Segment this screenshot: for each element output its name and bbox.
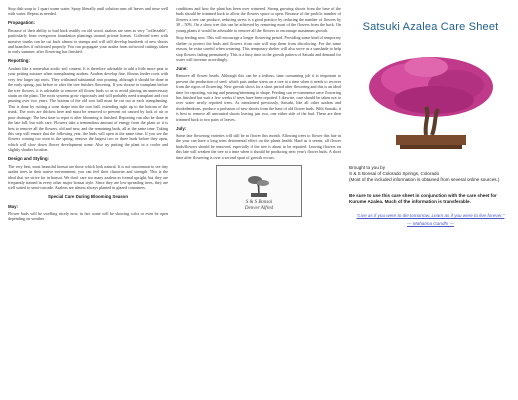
logo-name: S & S Bonsai bbox=[245, 199, 273, 205]
middle-column bbox=[176, 6, 341, 217]
credit-intro: Brought to you by bbox=[349, 164, 386, 170]
bonsai-tree-icon bbox=[244, 170, 274, 200]
quote-author: — Mahatma Gandhi — bbox=[407, 220, 454, 226]
logo-subtitle: Denver Alfred bbox=[244, 206, 274, 212]
paragraph: Flower buds will be swelling nicely now, in fact some will be showing color or even be open depending on weather bbox=[8, 211, 168, 222]
bonsai-logo bbox=[216, 165, 302, 217]
paragraph: Some late flowering varieties will still be in flower this month. Allowing trees to flower this late in the year can have a long term detrimental effect on the plants health. Hard as it seems, all flower buds/flowers should be removed, especially if the tree is about to be repotted. Leaving flowers on this late will weaken the tree at a time when it should be producing next year's flower buds. A short time after flowering is over a second spurt of growth occurs. bbox=[176, 133, 341, 160]
paragraph: The very best, most beautiful bonsai are those which look natural. It is not uncommon to see tiny azalea trees in their native environment, you can feel their character and strength. This is the ideal that we strive for in bonsai. We don't care too many azaleas as formal upright, but they are frequently trained in every other major bonsai style. Since they are low-spreading trees, they are well suited to semi-cascade. Azaleas are almost always planted in glazed containers. bbox=[8, 163, 168, 191]
right-column bbox=[349, 6, 512, 227]
section-heading: Propagation: bbox=[8, 20, 36, 26]
related-care-sheet-note: Be sure to use this care sheet in conjunction with the care sheet for Kurume Azalea. Much of the information is transferable. bbox=[349, 193, 497, 205]
paragraph: conditions and how the plant has been over wintered. Strong growing shoots from the base of the buds should be trimmed back to allow the flowers space to open. Because of the prolific number of flowers a tree can produce, reducing stress is a good practice by reducing the number of flowers by 30 – 50%. On a show tree this can be achieved by removing most of the flowers from the back. On young plants it would be advisable to remove all the flowers to encourage maximum growth. bbox=[176, 6, 341, 33]
credit-name: S & S Bonsai of Colorado Springs, Colorado bbox=[349, 170, 440, 176]
credit-note: (Most of the included information is obtained from several online sources.) bbox=[349, 177, 500, 182]
section-heading: Repotting: bbox=[8, 58, 30, 64]
quote-text: "Live as if you were to die tomorrow. Learn as if you were to live forever." bbox=[356, 213, 505, 219]
azalea-bonsai-photo bbox=[356, 45, 506, 157]
section-heading: Design and Styling: bbox=[8, 156, 49, 162]
section-heading: June: bbox=[176, 65, 188, 71]
paragraph: Stop dish soap to 1 quart warm water. Spray liberally until solution runs off leaves and rinse well with water. Repeat as needed. bbox=[8, 6, 168, 17]
page-title: Satsuki Azalea Care Sheet bbox=[362, 21, 499, 33]
left-column bbox=[8, 6, 168, 224]
paragraph: Remove all flower heads. Although this can be a tedious, time consuming job it is important to prevent the production of seed, which puts undue stress on a tree at a time when it needs to recover from the rigors of flowering. New growth slows for a short period after flowering and this is an ideal time for repotting, wiring and pruning/trimming to shape. Feeding can re-commence once flowering has finished but wait a few weeks if trees have been repotted. Likewise, care should be taken not to over water newly repotted trees. As mentioned previously, Satsuki, like all other azaleas and rhododendrons, produce a profusion of new shoots from the base of old flower buds. With Satsuki, it is best to remove all unwanted shoots leaving just two, one either side of the bud. These are then trimmed back to two pairs of leaves. bbox=[176, 73, 341, 122]
section-heading: May: bbox=[8, 203, 19, 209]
paragraph: Because of their ability to bud back readily on old wood, azaleas are seen as very "collectable", particularly from overgrown foundation plantings around private homes. Collected trees with massive trunks can be cut back almost to stumps and will still develop hundreds of new shoots and branches if cultivated properly. You can propagate your azalea from softwood cuttings taken in early summer, after flowering has finished. bbox=[8, 27, 168, 55]
paragraph: Stop feeding now. This will encourage a longer flowering period. Providing some kind of temporary shelter to protect the buds and flowers from rain will stop them from discoloring. For the same reason, be extra careful when watering. This temporary shelter will also serve as a sunshade to help stop flowers fading prematurely. This is a busy time in the growth pattern of Satsuki and demand for water will increase accordingly. bbox=[176, 35, 341, 62]
section-heading: Special Care During Blooming Season bbox=[47, 194, 129, 200]
paragraph: Azaleas like a somewhat acidic soil content. It is therefore advisable to add a little more peat to your potting mixture when transplanting azaleas. Azaleas develop fine, fibrous feeder roots with very few larger tap roots. They withstand substantial root pruning, although it should be done in the early spring, just before or after the tree finishes flowering. If you choose to transplant before the tree flowers, it is advisable to remove all flower buds so as to avoid placing an unnecessary strain on the plant. The roots systems grow vigorously and will probably need transplant and root pruning over two years. The bottom of the old root ball must be cut out at each transplanting. This is done by cutting a cone shape into the root ball, extending right up to the bottom of the trunk. The roots are thickest here and must be removed to prevent rot caused by lack of air or poor drainage. The best time to repot is after blooming is finished. Repotting can also be done in the late fall, but with care. Flowers take a tremendous amount of energy from the plant so it is best to remove all the flowers, old and new, and the remaining buds, all at the same time. Taking this step will ensure that the following year, the buds will open at the same time. If you see the flowers coming too soon in the spring, remove the largest two or three buds before they open, which will slow down flower development some. Also try putting the plant in a cooler and slightly shadier location. bbox=[8, 65, 168, 153]
section-heading: July: bbox=[176, 125, 187, 131]
